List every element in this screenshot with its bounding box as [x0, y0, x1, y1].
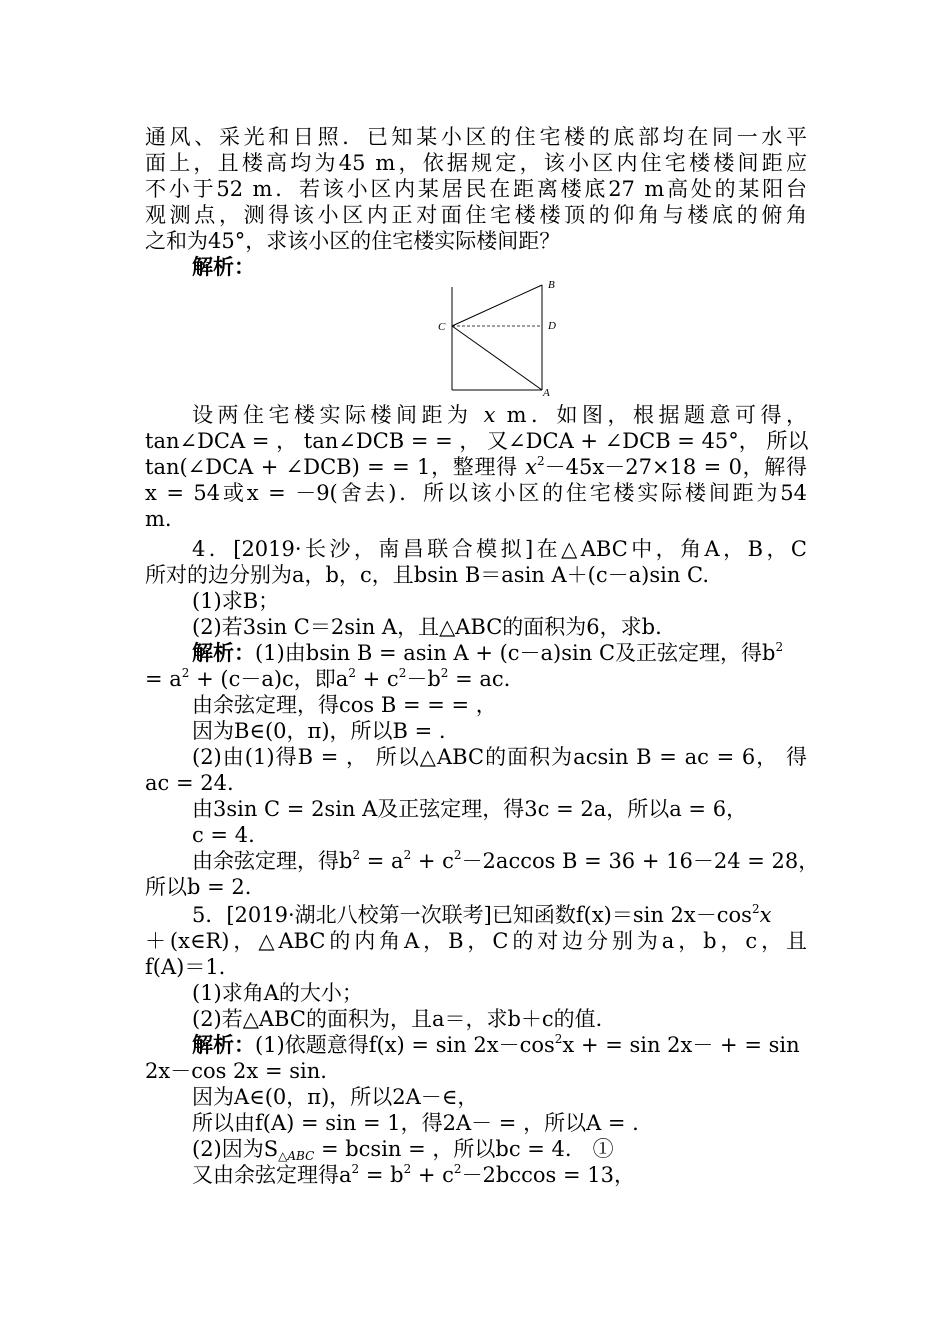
label-A: A — [543, 387, 550, 398]
depression-line — [452, 326, 542, 390]
label-B: B — [548, 279, 555, 291]
solution-3-line-1: 设两住宅楼实际楼间距为 x m．如图，根据题意可得， — [192, 403, 807, 427]
problem-3-line-1: 通风、采光和日照．已知某小区的住宅楼的底部均在同一水平 — [145, 125, 807, 149]
problem-5-line-1: 5．[2019·湖北八校第一次联考]已知函数f(x)＝sin $2x-\cos^2x$ — [192, 902, 772, 927]
solution-3-line-2: tan∠DCA = ， tan∠DCB = = ， 又∠DCA + ∠DCB = 45°， 所以 — [145, 429, 809, 453]
solution-3-line-4: x = 54或x = －9(舍去)．所以该小区的住宅楼实际楼间距为54 — [145, 481, 807, 505]
solution-label: 解析： — [192, 254, 255, 279]
problem-4-solution-line-3: 由余弦定理，得cos B = = = ， — [192, 693, 497, 717]
problem-4-solution-line-4: 因为B∈(0，π)，所以B = . — [192, 719, 446, 743]
problem-4-solution-line-6: ac = 24. — [145, 771, 234, 795]
problem-5-solution-line-5: (2)因为$S_{\triangle ABC} = bcsin$ = ，所以bc = 4. ① — [192, 1137, 614, 1163]
problem-4-solution-line-1: 解析：(1)由bsin B = asin A + (c－a)sin C及正弦定理，得$b^2$ — [192, 640, 784, 665]
problem-4-solution-line-2: = $a^2 + (c-a)c$，即$a^2 + c^2-b^2$ = ac. — [145, 666, 511, 691]
label-D: D — [548, 320, 556, 332]
problem-3-line-2: 面上，且楼高均为45 m，依据规定，该小区内住宅楼楼间距应 — [145, 151, 807, 175]
elevation-line — [452, 285, 542, 326]
problem-5-line-2: ＋(x∈R)，△ABC的内角A，B，C的对边分别为a，b，c，且 — [145, 929, 807, 953]
problem-5-solution-line-1: 解析：(1)依题意得$f(x) = \sin 2x-\cos^2x$ + = sin 2x－ + = sin — [192, 1032, 800, 1057]
problem-5-solution-line-3: 因为A∈(0，π)，所以2A－∈， — [192, 1085, 479, 1109]
problem-3-line-5: 之和为45°，求该小区的住宅楼实际楼间距？ — [145, 229, 561, 253]
problem-5-question-2: (2)若△ABC的面积为，且a＝，求b＋c的值． — [192, 1007, 617, 1031]
solution-3-line-3: tan(∠DCA + ∠DCB) = = 1，整理得 $x^2-45x-27\times 18 = 0$，解得 — [145, 454, 807, 479]
problem-5-solution-line-6: 又由余弦定理得$a^2 = b^2 + c^2-2bccos = 13$， — [192, 1162, 635, 1187]
problem-5-solution-line-4: 所以由f(A) = sin = 1，得2A－ = ，所以A = . — [192, 1111, 639, 1135]
problem-5-solution-line-2: 2x－cos 2x = sin. — [145, 1059, 327, 1083]
problem-5-question-1: (1)求角A的大小； — [192, 981, 363, 1005]
buildings-diagram — [435, 278, 575, 398]
problem-4-solution-line-10: 所以b = 2. — [145, 875, 252, 899]
problem-4-solution-line-9: 由余弦定理，得$b^2 = a^2 + c^2-2accos$ B = 36 + 16－24 = 28， — [192, 848, 820, 873]
problem-4-line-1: 4．[2019·长沙，南昌联合模拟]在△ABC中，角A，B，C — [192, 537, 807, 561]
solution-3-line-5: m. — [145, 507, 172, 531]
problem-3-line-3: 不小于52 m．若该小区内某居民在距离楼底27 m高处的某阳台 — [145, 177, 807, 201]
problem-3-line-4: 观测点，测得该小区内正对面住宅楼楼顶的仰角与楼底的俯角 — [145, 203, 807, 227]
problem-4-solution-line-8: c = 4. — [192, 823, 255, 847]
problem-4-question-2: (2)若3sin C＝2sin A，且△ABC的面积为6，求b. — [192, 615, 662, 639]
problem-4-solution-line-7: 由3sin C = 2sin A及正弦定理，得3c = 2a，所以a = 6， — [192, 797, 748, 821]
problem-5-line-3: f(A)＝1. — [145, 955, 226, 979]
label-C: C — [438, 321, 446, 333]
problem-4-solution-line-5: (2)由(1)得B = ， 所以△ABC的面积为acsin B = ac = 6， 得 — [192, 745, 807, 769]
problem-4-line-2: 所对的边分别为a，b，c，且bsin B＝asin A＋(c－a)sin C. — [145, 563, 710, 587]
problem-4-question-1: (1)求B； — [192, 589, 280, 613]
